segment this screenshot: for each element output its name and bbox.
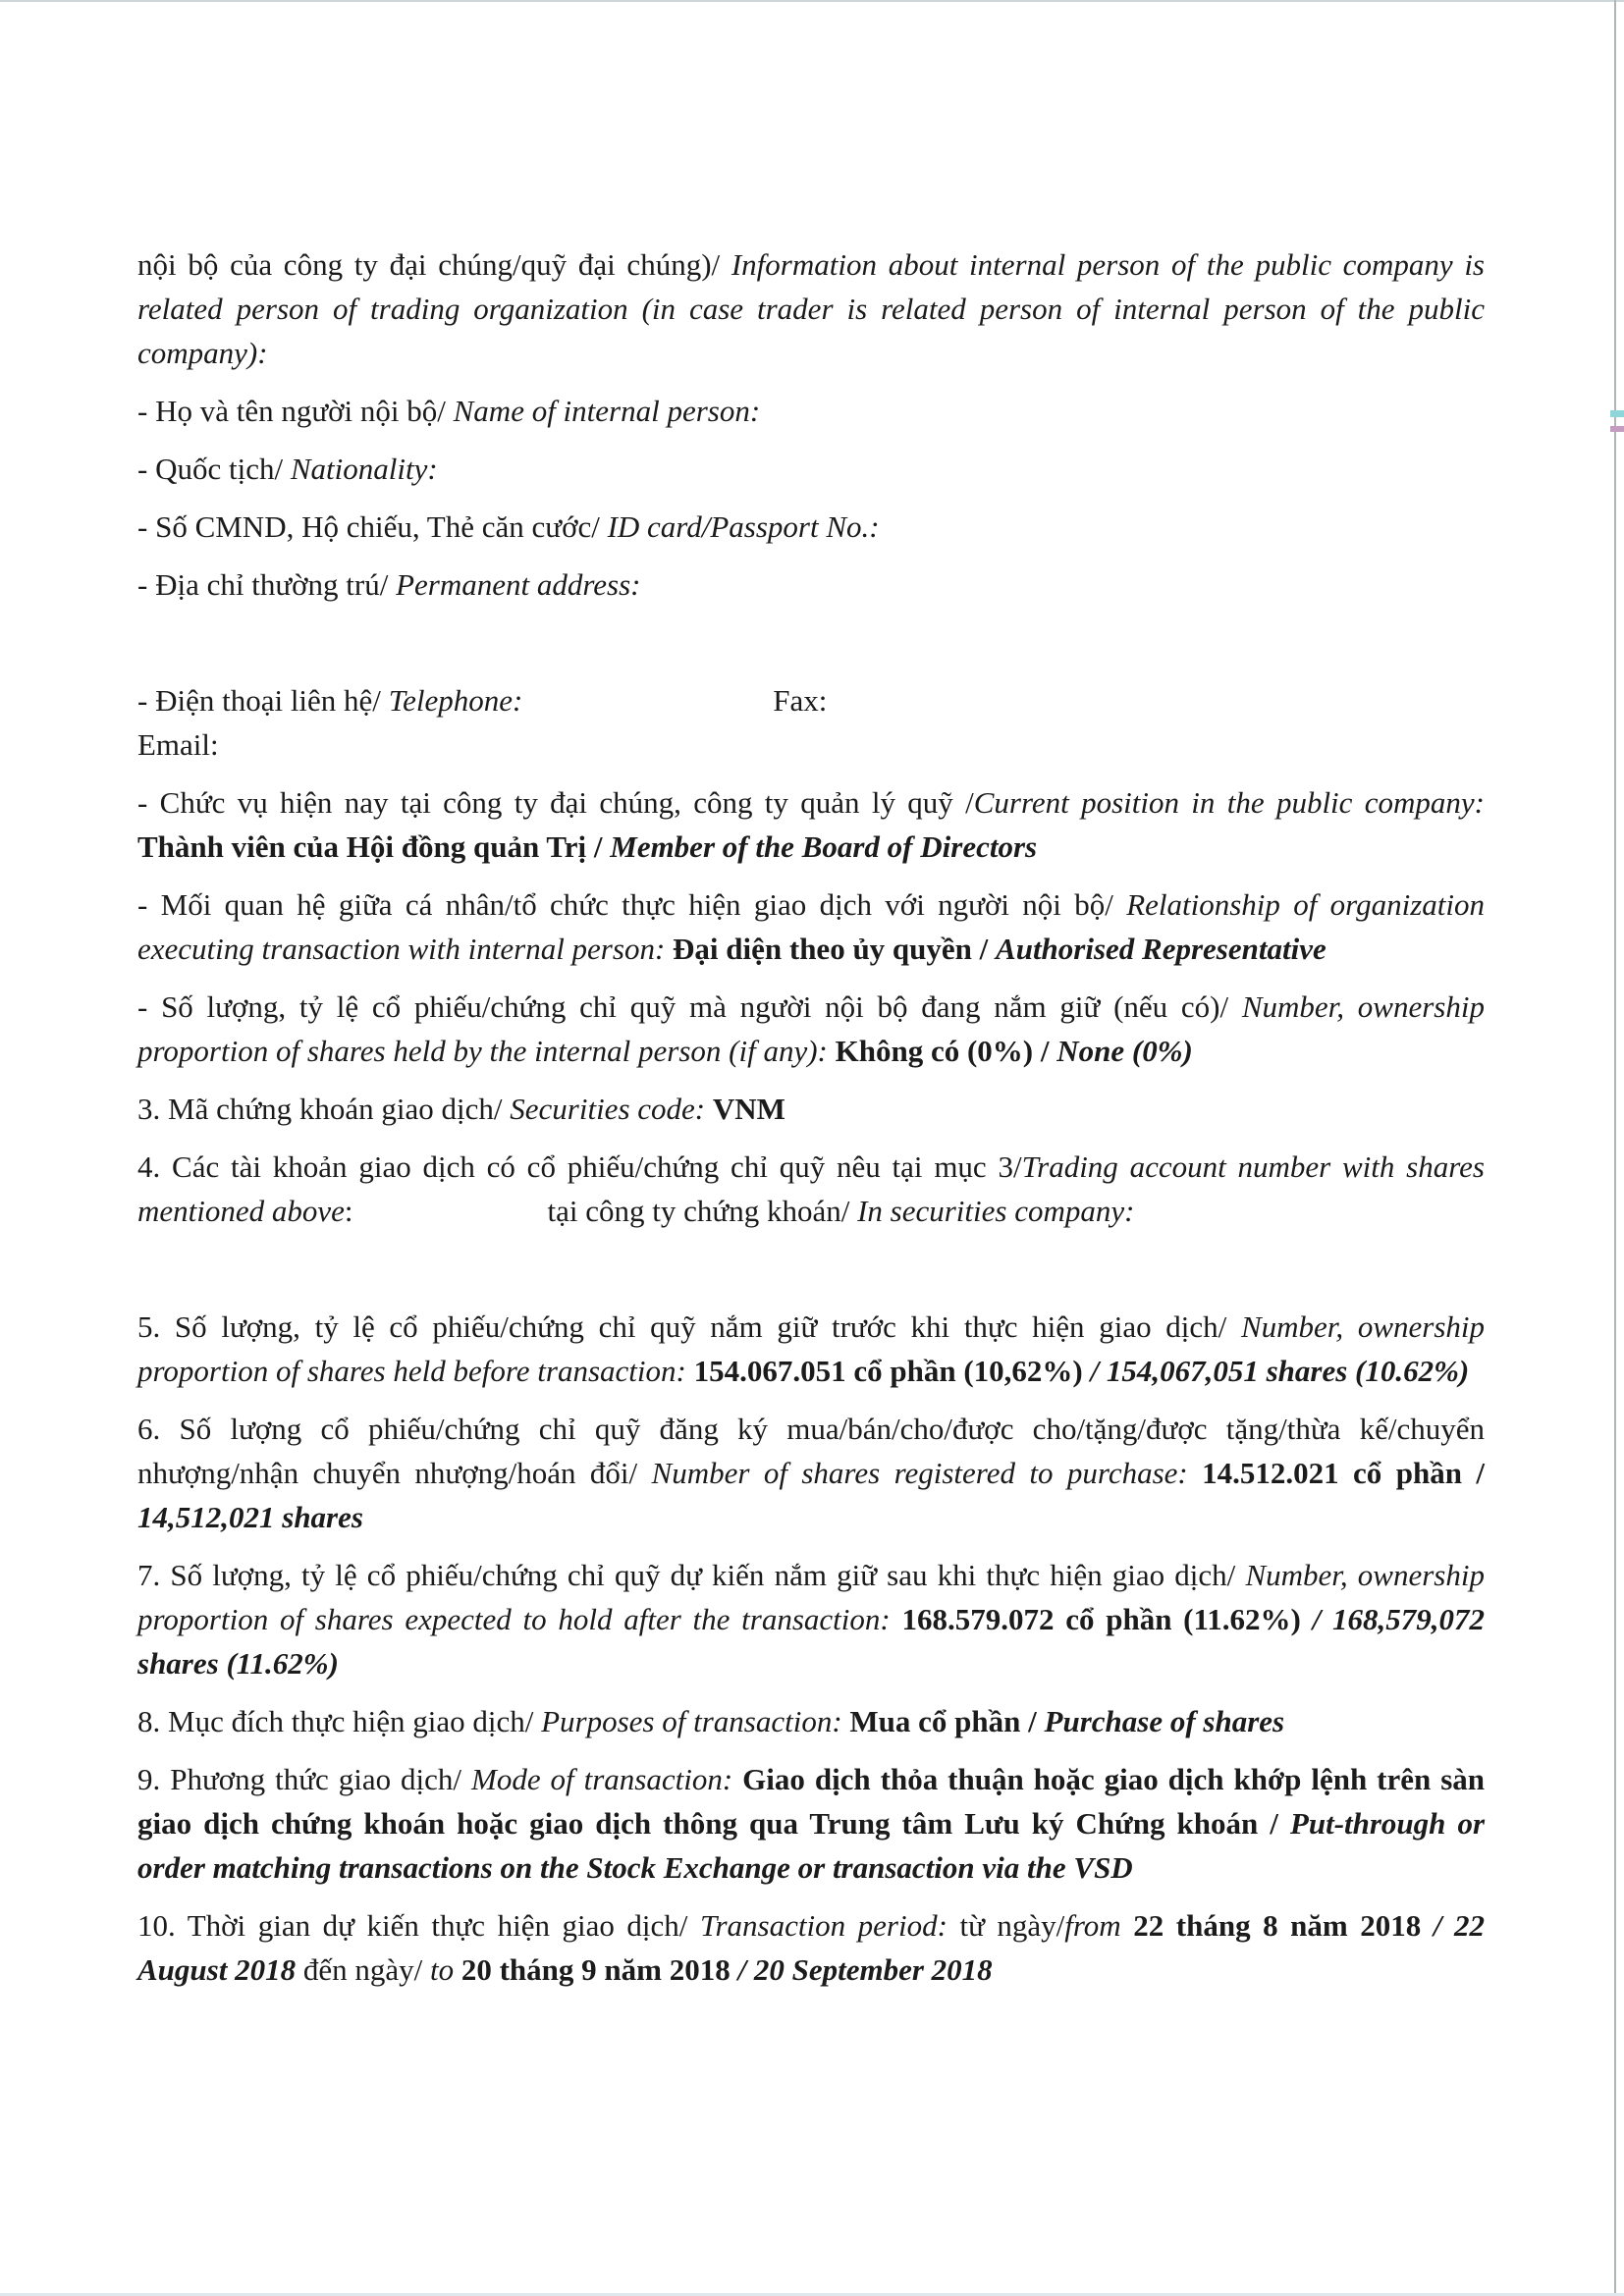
text-run: 4. Các tài khoản giao dịch có cổ phiếu/chứng chỉ quỹ nêu tại mục 3/	[137, 1149, 1022, 1184]
item-4-trading-account	[137, 1145, 1485, 1233]
text-run: Thành viên của Hội đồng quản Trị /	[137, 829, 611, 864]
text-run: Purposes of transaction:	[541, 1704, 850, 1738]
blank-row	[137, 620, 1485, 665]
text-run: - Họ và tên người nội bộ/	[137, 394, 454, 428]
text-run: Relationship of organization executing transaction with internal person:	[137, 887, 1485, 966]
field-relationship	[137, 882, 1485, 971]
text-run: Mode of transaction:	[471, 1762, 743, 1796]
text-run: Name of internal person:	[453, 394, 761, 428]
field-shares-held-by-internal-person	[137, 985, 1485, 1073]
item-9-mode	[137, 1757, 1485, 1890]
scan-right-edge-line	[1614, 0, 1616, 2296]
field-internal-person-name	[137, 389, 1485, 433]
field-id-passport	[137, 505, 1485, 549]
text-run: 168.579.072 cổ phần (11.62%)	[901, 1602, 1313, 1636]
scan-top-edge-line	[0, 0, 1624, 2]
item-6-shares-registered	[137, 1407, 1485, 1539]
text-run: - Mối quan hệ giữa cá nhân/tổ chức thực hiện giao dịch với người nội bộ/	[137, 887, 1127, 922]
text-run: / 22 August 2018	[137, 1908, 1485, 1987]
field-permanent-address	[137, 562, 1485, 607]
text-run: Đại diện theo ủy quyền /	[673, 932, 997, 966]
text-run: / 154,067,051 shares (10.62%)	[1090, 1354, 1470, 1388]
text-run: Trading account number with shares mentioned above	[137, 1149, 1485, 1228]
text-run: 20 tháng 9 năm 2018	[460, 1952, 738, 1987]
item-10-period	[137, 1903, 1485, 1992]
text-run: Transaction period:	[699, 1908, 960, 1943]
text-run: Number, ownership proportion of shares held by the internal person (if any):	[137, 989, 1485, 1068]
field-telephone-fax-email	[137, 678, 1485, 767]
text-run: Information about internal person of the public company is related person of trading organization (in case trader is related person of internal person of the public company):	[137, 247, 1485, 370]
text-run: nội bộ của công ty đại chúng/quỹ đại chúng)/	[137, 247, 731, 282]
text-run: 14,512,021 shares	[137, 1500, 363, 1534]
blank-field-securities	[353, 1220, 548, 1221]
text-run: 14.512.021 cổ phần /	[1202, 1456, 1485, 1490]
text-run: - Chức vụ hiện nay tại công ty đại chúng, công ty quản lý quỹ /	[137, 785, 974, 820]
text-run: Number, ownership proportion of shares expected to hold after the transaction:	[137, 1558, 1485, 1636]
text-run: 8. Mục đích thực hiện giao dịch/	[137, 1704, 542, 1738]
text-run: từ ngày/	[959, 1908, 1065, 1943]
text-run: Mua cổ phần /	[849, 1704, 1045, 1738]
text-run: - Số lượng, tỷ lệ cổ phiếu/chứng chỉ quỹ mà người nội bộ đang nắm giữ (nếu có)/	[137, 989, 1242, 1024]
text-run: None (0%)	[1056, 1034, 1193, 1068]
text-run: to	[429, 1952, 461, 1987]
text-run: 5. Số lượng, tỷ lệ cổ phiếu/chứng chỉ quỹ nắm giữ trước khi thực hiện giao dịch/	[137, 1309, 1241, 1344]
text-run: - Số CMND, Hộ chiếu, Thẻ căn cước/	[137, 509, 608, 544]
text-run: / 168,579,072 shares (11.62%)	[137, 1602, 1485, 1681]
text-run: Telephone:	[388, 683, 523, 718]
text-run: Giao dịch thỏa thuận hoặc giao dịch khớp lệnh trên sàn giao dịch chứng khoán hoặc giao dịch thông qua Trung tâm Lưu ký Chứng khoán /	[137, 1762, 1485, 1841]
text-run: 10. Thời gian dự kiến thực hiện giao dịch/	[137, 1908, 700, 1943]
text-run: 9. Phương thức giao dịch/	[137, 1762, 472, 1796]
blank-field-fax	[522, 710, 773, 711]
scan-cyan-mark	[1610, 410, 1624, 417]
text-run: 154.067.051 cổ phần (10,62%)	[693, 1354, 1091, 1388]
item-8-purpose	[137, 1699, 1485, 1743]
text-run: Fax:	[773, 683, 828, 718]
text-run: 7. Số lượng, tỷ lệ cổ phiếu/chứng chỉ quỹ dự kiến nắm giữ sau khi thực hiện giao dịch/	[137, 1558, 1246, 1592]
text-run: VNM	[712, 1092, 785, 1126]
text-run: Securities code:	[510, 1092, 713, 1126]
scan-pink-mark	[1610, 426, 1624, 432]
text-run: tại công ty chứng khoán/	[547, 1194, 858, 1228]
text-run: Number, ownership proportion of shares held before transaction:	[137, 1309, 1485, 1388]
text-run: 22 tháng 8 năm 2018	[1133, 1908, 1434, 1943]
text-run: ID card/Passport No.:	[607, 509, 880, 544]
text-run: Permanent address:	[396, 567, 641, 602]
text-run: In securities company:	[857, 1194, 1135, 1228]
text-run: Current position in the public company:	[973, 785, 1485, 820]
text-run: Authorised Representative	[996, 932, 1326, 966]
text-run: Email:	[137, 727, 219, 762]
item-5-shares-before	[137, 1305, 1485, 1393]
field-current-position	[137, 780, 1485, 869]
text-run: - Địa chỉ thường trú/	[137, 567, 397, 602]
text-run: / 20 September 2018	[737, 1952, 993, 1987]
text-run: Member of the Board of Directors	[610, 829, 1038, 864]
text-run: from	[1064, 1908, 1134, 1943]
text-run: Không có (0%) /	[835, 1034, 1057, 1068]
text-run: - Điện thoại liên hệ/	[137, 683, 389, 718]
document-body	[137, 242, 1485, 2005]
field-nationality	[137, 447, 1485, 491]
item-3-securities-code	[137, 1087, 1485, 1131]
text-run: Nationality:	[290, 452, 438, 486]
text-run: Number of shares registered to purchase:	[651, 1456, 1203, 1490]
text-run: :	[344, 1194, 353, 1228]
text-run: 6. Số lượng cổ phiếu/chứng chỉ quỹ đăng ký mua/bán/cho/được cho/tặng/được tặng/thừa kế/chuyển nhượng/nhận chuyển nhượng/hoán đổi/	[137, 1412, 1485, 1490]
item-7-shares-after	[137, 1553, 1485, 1685]
blank-row	[137, 1247, 1485, 1291]
text-run: Purchase of shares	[1044, 1704, 1285, 1738]
intro-continuation	[137, 242, 1485, 375]
text-run: 3. Mã chứng khoán giao dịch/	[137, 1092, 511, 1126]
text-run: Put-through or order matching transactions on the Stock Exchange or transaction via the VSD	[137, 1806, 1486, 1885]
text-run: - Quốc tịch/	[137, 452, 291, 486]
text-run: đến ngày/	[302, 1952, 430, 1987]
